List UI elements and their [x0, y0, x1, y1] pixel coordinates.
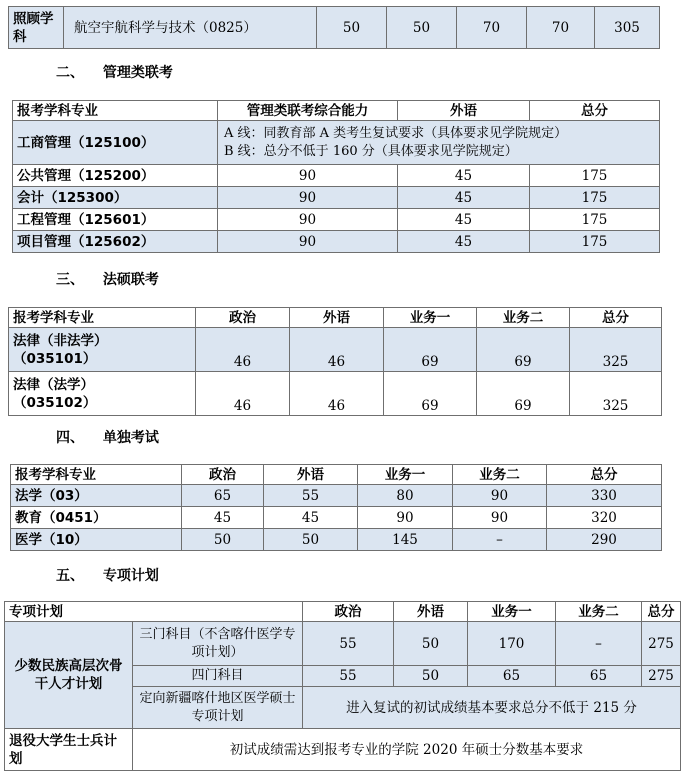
cell-value: 65 [556, 666, 642, 687]
cell-value: 145 [358, 529, 453, 551]
col-header: 外语 [264, 465, 358, 485]
section-number: 三、 [56, 272, 84, 288]
col-header: 管理类联考综合能力 [218, 101, 398, 121]
cell-value: 170 [468, 622, 556, 666]
cell-value: – [453, 529, 547, 551]
cell-value: 90 [358, 507, 453, 529]
col-header: 报考学科专业 [11, 465, 182, 485]
section-heading-3 [56, 271, 159, 289]
table-special-plans [4, 601, 681, 771]
section-title: 法硕联考 [102, 272, 159, 288]
section-title: 专项计划 [102, 568, 159, 584]
col-header: 政治 [303, 602, 394, 622]
cell-value: 69 [384, 372, 477, 416]
cell-value: 45 [182, 507, 264, 529]
cell-value: 45 [398, 187, 530, 209]
cell-value: 80 [358, 485, 453, 507]
cell-value: 69 [477, 372, 570, 416]
col-header: 报考学科专业 [13, 101, 218, 121]
top-value: 50 [317, 7, 387, 49]
cell-value: 46 [290, 328, 384, 372]
top-major: 航空宇航科学与技术（0825） [64, 7, 317, 49]
table-independent [10, 464, 662, 551]
cell-value: 175 [530, 209, 660, 231]
cell-value: 69 [477, 328, 570, 372]
top-value: 70 [457, 7, 527, 49]
col-header: 业务二 [453, 465, 547, 485]
requirement-note: 初试成绩需达到报考专业的学院 2020 年硕士分数基本要求 [133, 729, 681, 771]
cell-value: 50 [394, 622, 468, 666]
col-header: 业务一 [384, 308, 477, 328]
cell-value: 275 [642, 666, 681, 687]
col-header: 外语 [394, 602, 468, 622]
cell-value: – [556, 622, 642, 666]
section-number: 五、 [56, 568, 84, 584]
top-table [8, 6, 660, 49]
col-header: 政治 [182, 465, 264, 485]
col-header: 总分 [570, 308, 662, 328]
cell-value: 65 [182, 485, 264, 507]
cell-value: 50 [394, 666, 468, 687]
row-name: 法学（03） [11, 485, 182, 507]
cell-value: 90 [453, 485, 547, 507]
section-title: 管理类联考 [102, 65, 173, 81]
row-code-line: （035102） [13, 394, 97, 411]
cell-value: 45 [398, 165, 530, 187]
row-name [9, 372, 196, 416]
row-name: 会计（125300） [13, 187, 218, 209]
section-title: 单独考试 [102, 430, 159, 446]
subplan-label: 三门科目（不含喀什医学专项计划） [133, 622, 303, 666]
cell-value: 90 [218, 231, 398, 253]
top-value: 70 [527, 7, 595, 49]
cell-value: 46 [290, 372, 384, 416]
cell-value: 46 [196, 328, 290, 372]
col-header: 总分 [547, 465, 662, 485]
col-header: 总分 [642, 602, 681, 622]
col-header: 业务一 [358, 465, 453, 485]
table-law [8, 307, 662, 416]
requirement-note: 进入复试的初试成绩基本要求总分不低于 215 分 [303, 687, 681, 729]
cell-value: 46 [196, 372, 290, 416]
row-name: 医学（10） [11, 529, 182, 551]
row-code-line: （035101） [13, 350, 97, 367]
cell-value: 275 [642, 622, 681, 666]
mba-requirement [218, 121, 660, 165]
col-header: 业务一 [468, 602, 556, 622]
line-a: A 线：同教育部 A 类考生复试要求（具体要求见学院规定） [224, 125, 568, 141]
cell-value: 175 [530, 187, 660, 209]
cell-value: 175 [530, 231, 660, 253]
subplan-label: 定向新疆喀什地区医学硕士专项计划 [133, 687, 303, 729]
cell-value: 90 [453, 507, 547, 529]
cell-value: 50 [182, 529, 264, 551]
cell-value: 175 [530, 165, 660, 187]
section-heading-5 [56, 567, 159, 585]
cell-value: 65 [468, 666, 556, 687]
cell-value: 45 [264, 507, 358, 529]
row-name: 工程管理（125601） [13, 209, 218, 231]
line-b: B 线：总分不低于 160 分（具体要求见学院规定） [224, 143, 518, 159]
cell-value: 55 [303, 666, 394, 687]
col-header: 政治 [196, 308, 290, 328]
col-header: 业务二 [477, 308, 570, 328]
col-header: 外语 [290, 308, 384, 328]
top-value: 50 [387, 7, 457, 49]
cell-value: 290 [547, 529, 662, 551]
cell-value: 90 [218, 209, 398, 231]
row-name: 工商管理（125100） [13, 121, 218, 165]
row-name: 项目管理（125602） [13, 231, 218, 253]
section-heading-2 [56, 64, 173, 82]
cell-value: 330 [547, 485, 662, 507]
section-heading-4 [56, 429, 159, 447]
col-header: 总分 [530, 101, 660, 121]
cell-value: 45 [398, 209, 530, 231]
table-management [12, 100, 660, 253]
veteran-plan-name: 退役大学生士兵计划 [5, 729, 133, 771]
cell-value: 69 [384, 328, 477, 372]
col-header: 报考学科专业 [9, 308, 196, 328]
cell-value: 90 [218, 165, 398, 187]
cell-value: 325 [570, 372, 662, 416]
cell-value: 55 [264, 485, 358, 507]
subplan-label: 四门科目 [133, 666, 303, 687]
section-number: 二、 [56, 65, 84, 81]
col-header: 业务二 [556, 602, 642, 622]
cell-value: 45 [398, 231, 530, 253]
row-name [9, 328, 196, 372]
top-subject: 照顾学科 [9, 7, 64, 49]
cell-value: 90 [218, 187, 398, 209]
row-name: 公共管理（125200） [13, 165, 218, 187]
col-header: 专项计划 [5, 602, 303, 622]
cell-value: 55 [303, 622, 394, 666]
cell-value: 320 [547, 507, 662, 529]
row-name-line: 法律（法学） [13, 376, 94, 393]
cell-value: 50 [264, 529, 358, 551]
col-header: 外语 [398, 101, 530, 121]
row-name-line: 法律（非法学） [13, 332, 108, 349]
section-number: 四、 [56, 430, 84, 446]
minority-plan-name: 少数民族高层次骨干人才计划 [5, 622, 133, 729]
cell-value: 325 [570, 328, 662, 372]
row-name: 教育（0451） [11, 507, 182, 529]
top-value: 305 [595, 7, 660, 49]
